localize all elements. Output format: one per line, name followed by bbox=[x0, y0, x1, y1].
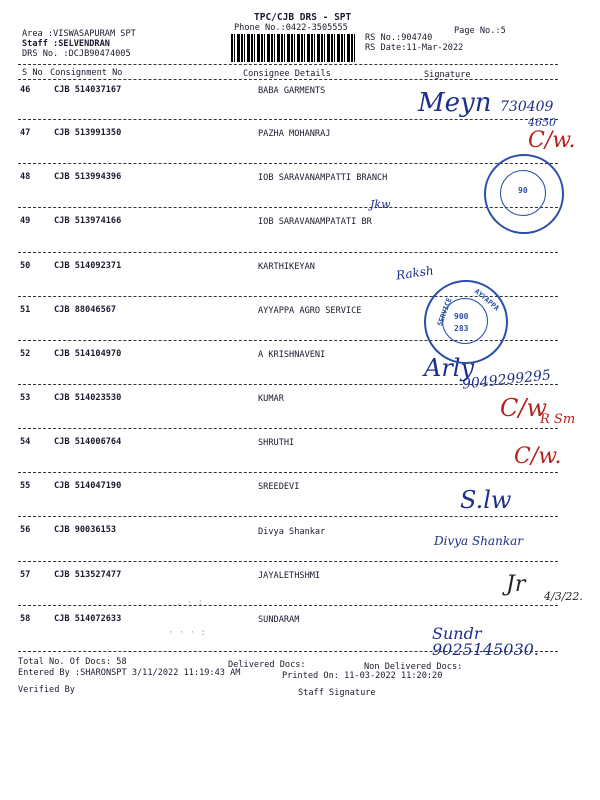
signature-50: Raksh bbox=[395, 263, 435, 283]
row-consignee: IOB SARAVANAMPATTI BRANCH bbox=[258, 173, 388, 183]
cw-note-53: C/w bbox=[500, 394, 547, 422]
row-consignment: CJB 514072633 bbox=[54, 614, 122, 624]
row-sno: 51 bbox=[20, 305, 31, 315]
verified-by: Verified By bbox=[18, 685, 75, 695]
barcode bbox=[231, 34, 357, 62]
row-consignee: KUMAR bbox=[258, 394, 284, 404]
rsm-note-53: R Sm bbox=[540, 412, 576, 427]
signature-46: Meyn bbox=[418, 88, 492, 118]
row-sno: 58 bbox=[20, 614, 31, 624]
signature-57: Jr bbox=[506, 572, 526, 597]
row-consignee: BABA GARMENTS bbox=[258, 86, 326, 96]
cw-note-47: C/w. bbox=[528, 128, 576, 153]
signature-55: S.lw bbox=[460, 486, 512, 514]
row-sno: 46 bbox=[20, 85, 31, 95]
row-consignee: Divya Shankar bbox=[258, 527, 326, 537]
row-consignee: SREEDEVI bbox=[258, 482, 300, 492]
row-consignment: CJB 513994396 bbox=[54, 172, 122, 182]
signature-52: Arly bbox=[424, 354, 475, 382]
note-46b: 4650 bbox=[528, 116, 556, 129]
row-divider bbox=[18, 605, 558, 606]
row-consignee: A KRISHNAVENI bbox=[258, 350, 326, 360]
row-sno: 52 bbox=[20, 349, 31, 359]
row-sno: 55 bbox=[20, 481, 31, 491]
row-consignee: JAYALETHSHMI bbox=[258, 571, 321, 581]
document-title: TPC/CJB DRS - SPT bbox=[254, 12, 352, 23]
col-sno: S No bbox=[22, 68, 43, 78]
row-consignment: CJB 514006764 bbox=[54, 437, 122, 447]
area-label: Area :VISWASAPURAM SPT bbox=[22, 29, 136, 39]
rs-date: RS Date:11-Mar-2022 bbox=[365, 43, 464, 53]
faint-mark: . · : bbox=[176, 598, 204, 608]
signature-49: Jkw bbox=[370, 198, 391, 211]
row-sno: 49 bbox=[20, 216, 31, 226]
row-divider bbox=[18, 516, 558, 517]
drs-number: DRS No. :DCJB90474005 bbox=[22, 49, 131, 59]
printed-on: Printed On: 11-03-2022 11:20:20 bbox=[282, 671, 443, 681]
row-sno: 48 bbox=[20, 172, 31, 182]
phone-note-46: 730409 bbox=[500, 99, 554, 115]
phone-note-52: 9049299295 bbox=[461, 367, 552, 393]
staff-label: Staff :SELVENDRAN bbox=[22, 39, 110, 49]
row-sno: 57 bbox=[20, 570, 31, 580]
row-consignee: IOB SARAVANAMPATATI BR bbox=[258, 217, 372, 227]
row-sno: 50 bbox=[20, 261, 31, 271]
date-57: 4/3/22. bbox=[544, 590, 583, 603]
entered-by: Entered By :SHARONSPT 3/11/2022 11:19:43 AM bbox=[18, 668, 241, 678]
row-consignment: CJB 514047190 bbox=[54, 481, 122, 491]
row-divider bbox=[18, 119, 558, 120]
row-divider bbox=[18, 163, 558, 164]
faint-mark: · · · : bbox=[168, 628, 206, 638]
row-consignment: CJB 513974166 bbox=[54, 216, 122, 226]
row-divider bbox=[18, 428, 558, 429]
delivery-stamp: SERVICE AYYAPPA 900 283 bbox=[424, 280, 508, 364]
row-consignment: CJB 514023530 bbox=[54, 393, 122, 403]
staff-signature: Staff Signature bbox=[298, 688, 376, 698]
row-consignment: CJB 88046567 bbox=[54, 305, 117, 315]
cw-note-54: C/w. bbox=[514, 444, 562, 469]
row-consignment: CJB 514092371 bbox=[54, 261, 122, 271]
row-sno: 56 bbox=[20, 525, 31, 535]
col-signature: Signature bbox=[424, 70, 471, 80]
row-consignment: CJB 514104970 bbox=[54, 349, 122, 359]
page-number: Page No.:5 bbox=[454, 26, 506, 36]
row-sno: 54 bbox=[20, 437, 31, 447]
row-sno: 47 bbox=[20, 128, 31, 138]
col-consignment: Consignment No bbox=[50, 68, 123, 78]
row-sno: 53 bbox=[20, 393, 31, 403]
row-consignee: PAZHA MOHANRAJ bbox=[258, 129, 331, 139]
delivered-docs: Delivered Docs: bbox=[228, 660, 306, 670]
row-consignment: CJB 513527477 bbox=[54, 570, 122, 580]
row-consignee: KARTHIKEYAN bbox=[258, 262, 315, 272]
row-consignment: CJB 90036153 bbox=[54, 525, 117, 535]
row-consignment: CJB 514037167 bbox=[54, 85, 122, 95]
rs-number: RS No.:904740 bbox=[365, 33, 433, 43]
total-docs: Total No. Of Docs: 58 bbox=[18, 657, 127, 667]
row-consignee: SHRUTHI bbox=[258, 438, 295, 448]
office-stamp: 90 bbox=[484, 154, 564, 234]
signature-56: Divya Shankar bbox=[434, 534, 523, 548]
phone-note-58: 9025145030. bbox=[432, 640, 539, 659]
column-divider bbox=[18, 79, 558, 80]
row-divider bbox=[18, 207, 558, 208]
header-divider bbox=[18, 64, 558, 65]
phone-number: Phone No.:0422-3505555 bbox=[234, 23, 348, 33]
row-consignee: AYYAPPA AGRO SERVICE bbox=[258, 306, 362, 316]
row-divider bbox=[18, 472, 558, 473]
signature-58: Sundr bbox=[432, 624, 482, 643]
row-consignee: SUNDARAM bbox=[258, 615, 300, 625]
row-divider bbox=[18, 561, 558, 562]
row-consignment: CJB 513991350 bbox=[54, 128, 122, 138]
non-delivered-docs: Non Delivered Docs: bbox=[364, 662, 463, 672]
col-consignee: Consignee Details bbox=[243, 69, 331, 79]
row-divider bbox=[18, 252, 558, 253]
